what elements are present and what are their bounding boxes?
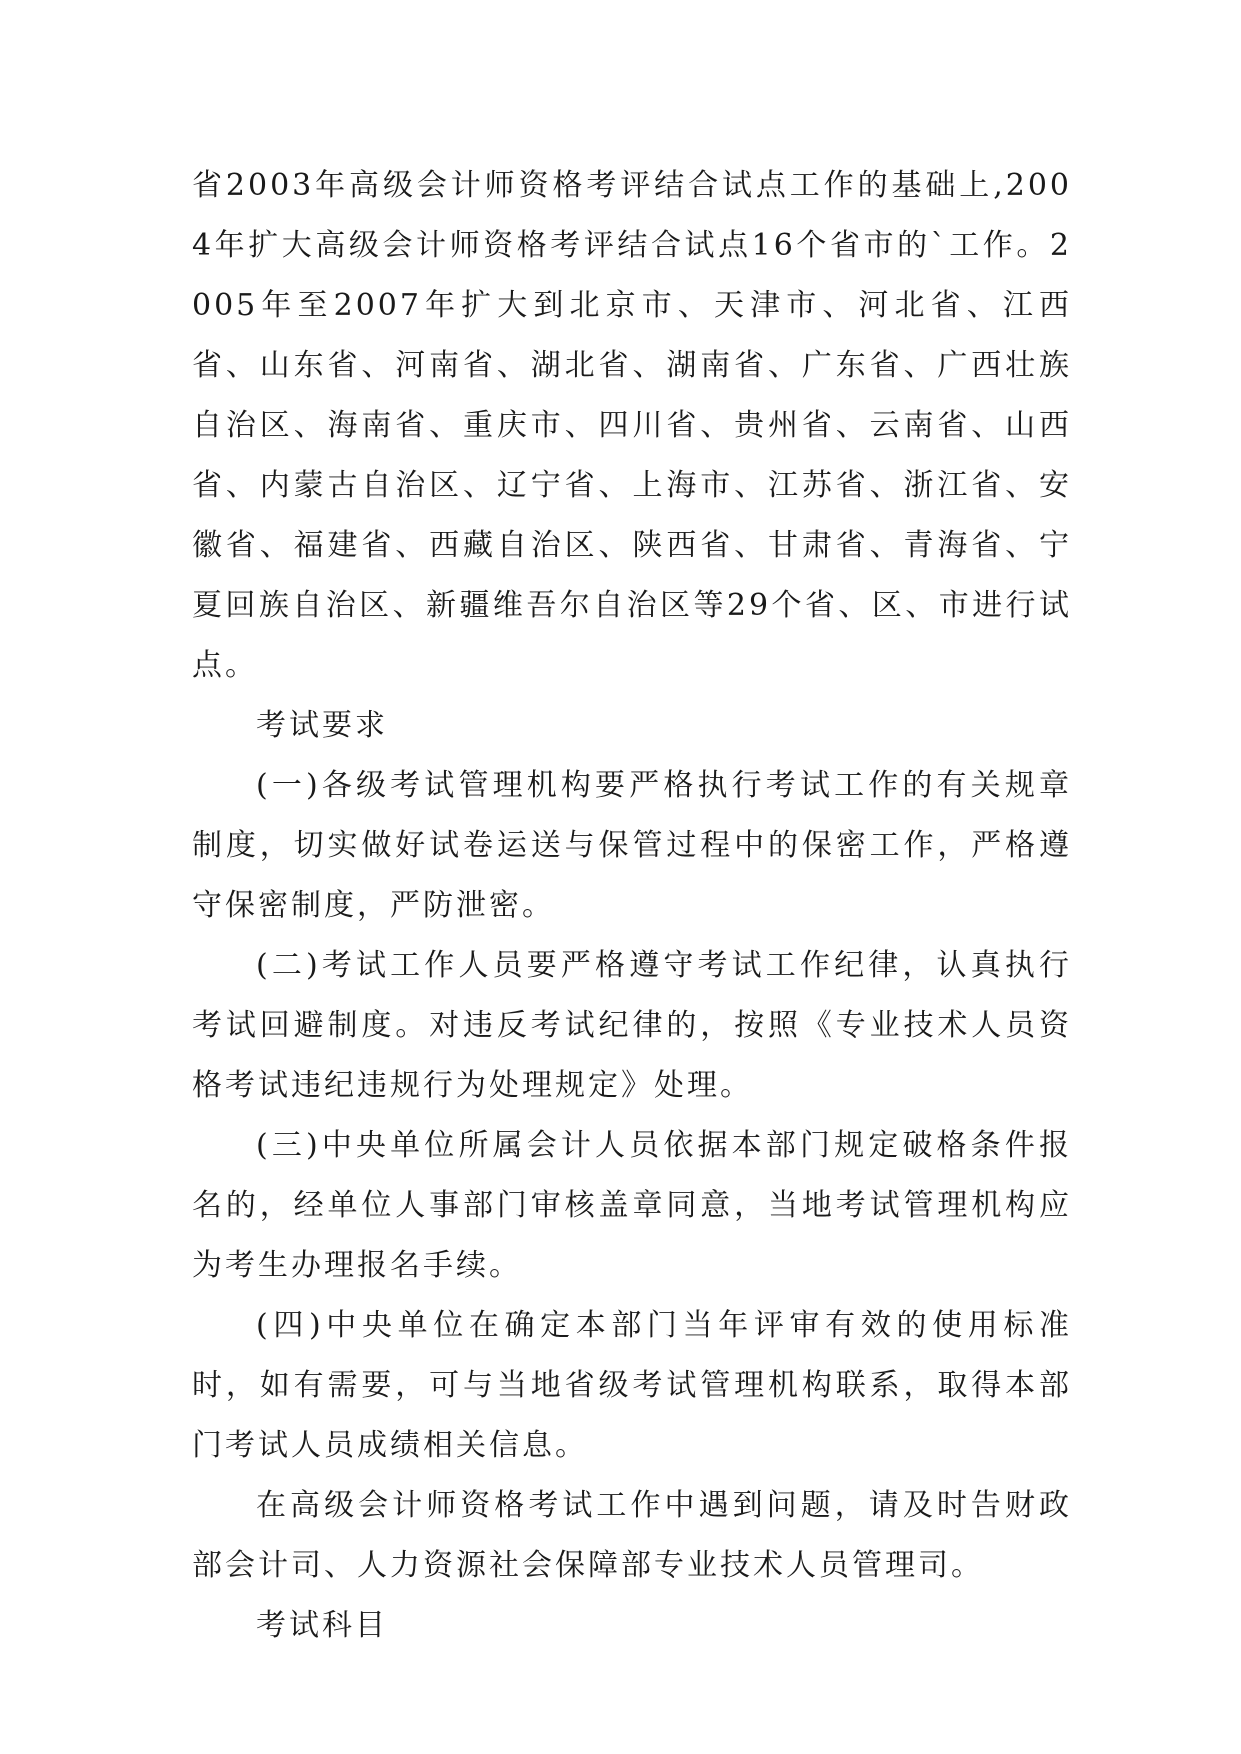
section-heading-exam-requirements: 考试要求 [256, 708, 388, 743]
paragraph-requirement-3: (三)中央单位所属会计人员依据本部门规定破格条件报名的，经单位人事部门审核盖章同意，当地考试管理机构应为考生办理报名手续。 [192, 1128, 1072, 1283]
paragraph-requirement-4: (四)中央单位在确定本部门当年评审有效的使用标准时，如有需要，可与当地省级考试管理机构联系，取得本部门考试人员成绩相关信息。 [192, 1308, 1072, 1463]
paragraph-contact-note: 在高级会计师资格考试工作中遇到问题，请及时告财政部会计司、人力资源社会保障部专业技术人员管理司。 [192, 1488, 1072, 1583]
paragraph-pilot-provinces: 省2003年高级会计师资格考评结合试点工作的基础上,2004年扩大高级会计师资格考评结合试点16个省市的`工作。2005年至2007年扩大到北京市、天津市、河北省、江西省、山东省、河南省、湖北省、湖南省、广东省、广西壮族自治区、海南省、重庆市、四川省、贵州省、云南省、山西省、内蒙古自治区、辽宁省、上海市、江苏省、浙江省、安徽省、福建省、西藏自治区、陕西省、甘肃省、青海省、宁夏回族自治区、新疆维吾尔自治区等29个省、区、市进行试点。 [192, 168, 1072, 683]
paragraph-requirement-2: (二)考试工作人员要严格遵守考试工作纪律，认真执行考试回避制度。对违反考试纪律的，按照《专业技术人员资格考试违纪违规行为处理规定》处理。 [192, 948, 1072, 1103]
section-heading-exam-subjects: 考试科目 [256, 1608, 388, 1643]
paragraph-requirement-1: (一)各级考试管理机构要严格执行考试工作的有关规章制度，切实做好试卷运送与保管过程中的保密工作，严格遵守保密制度，严防泄密。 [192, 768, 1072, 923]
document-body [192, 156, 1072, 1656]
